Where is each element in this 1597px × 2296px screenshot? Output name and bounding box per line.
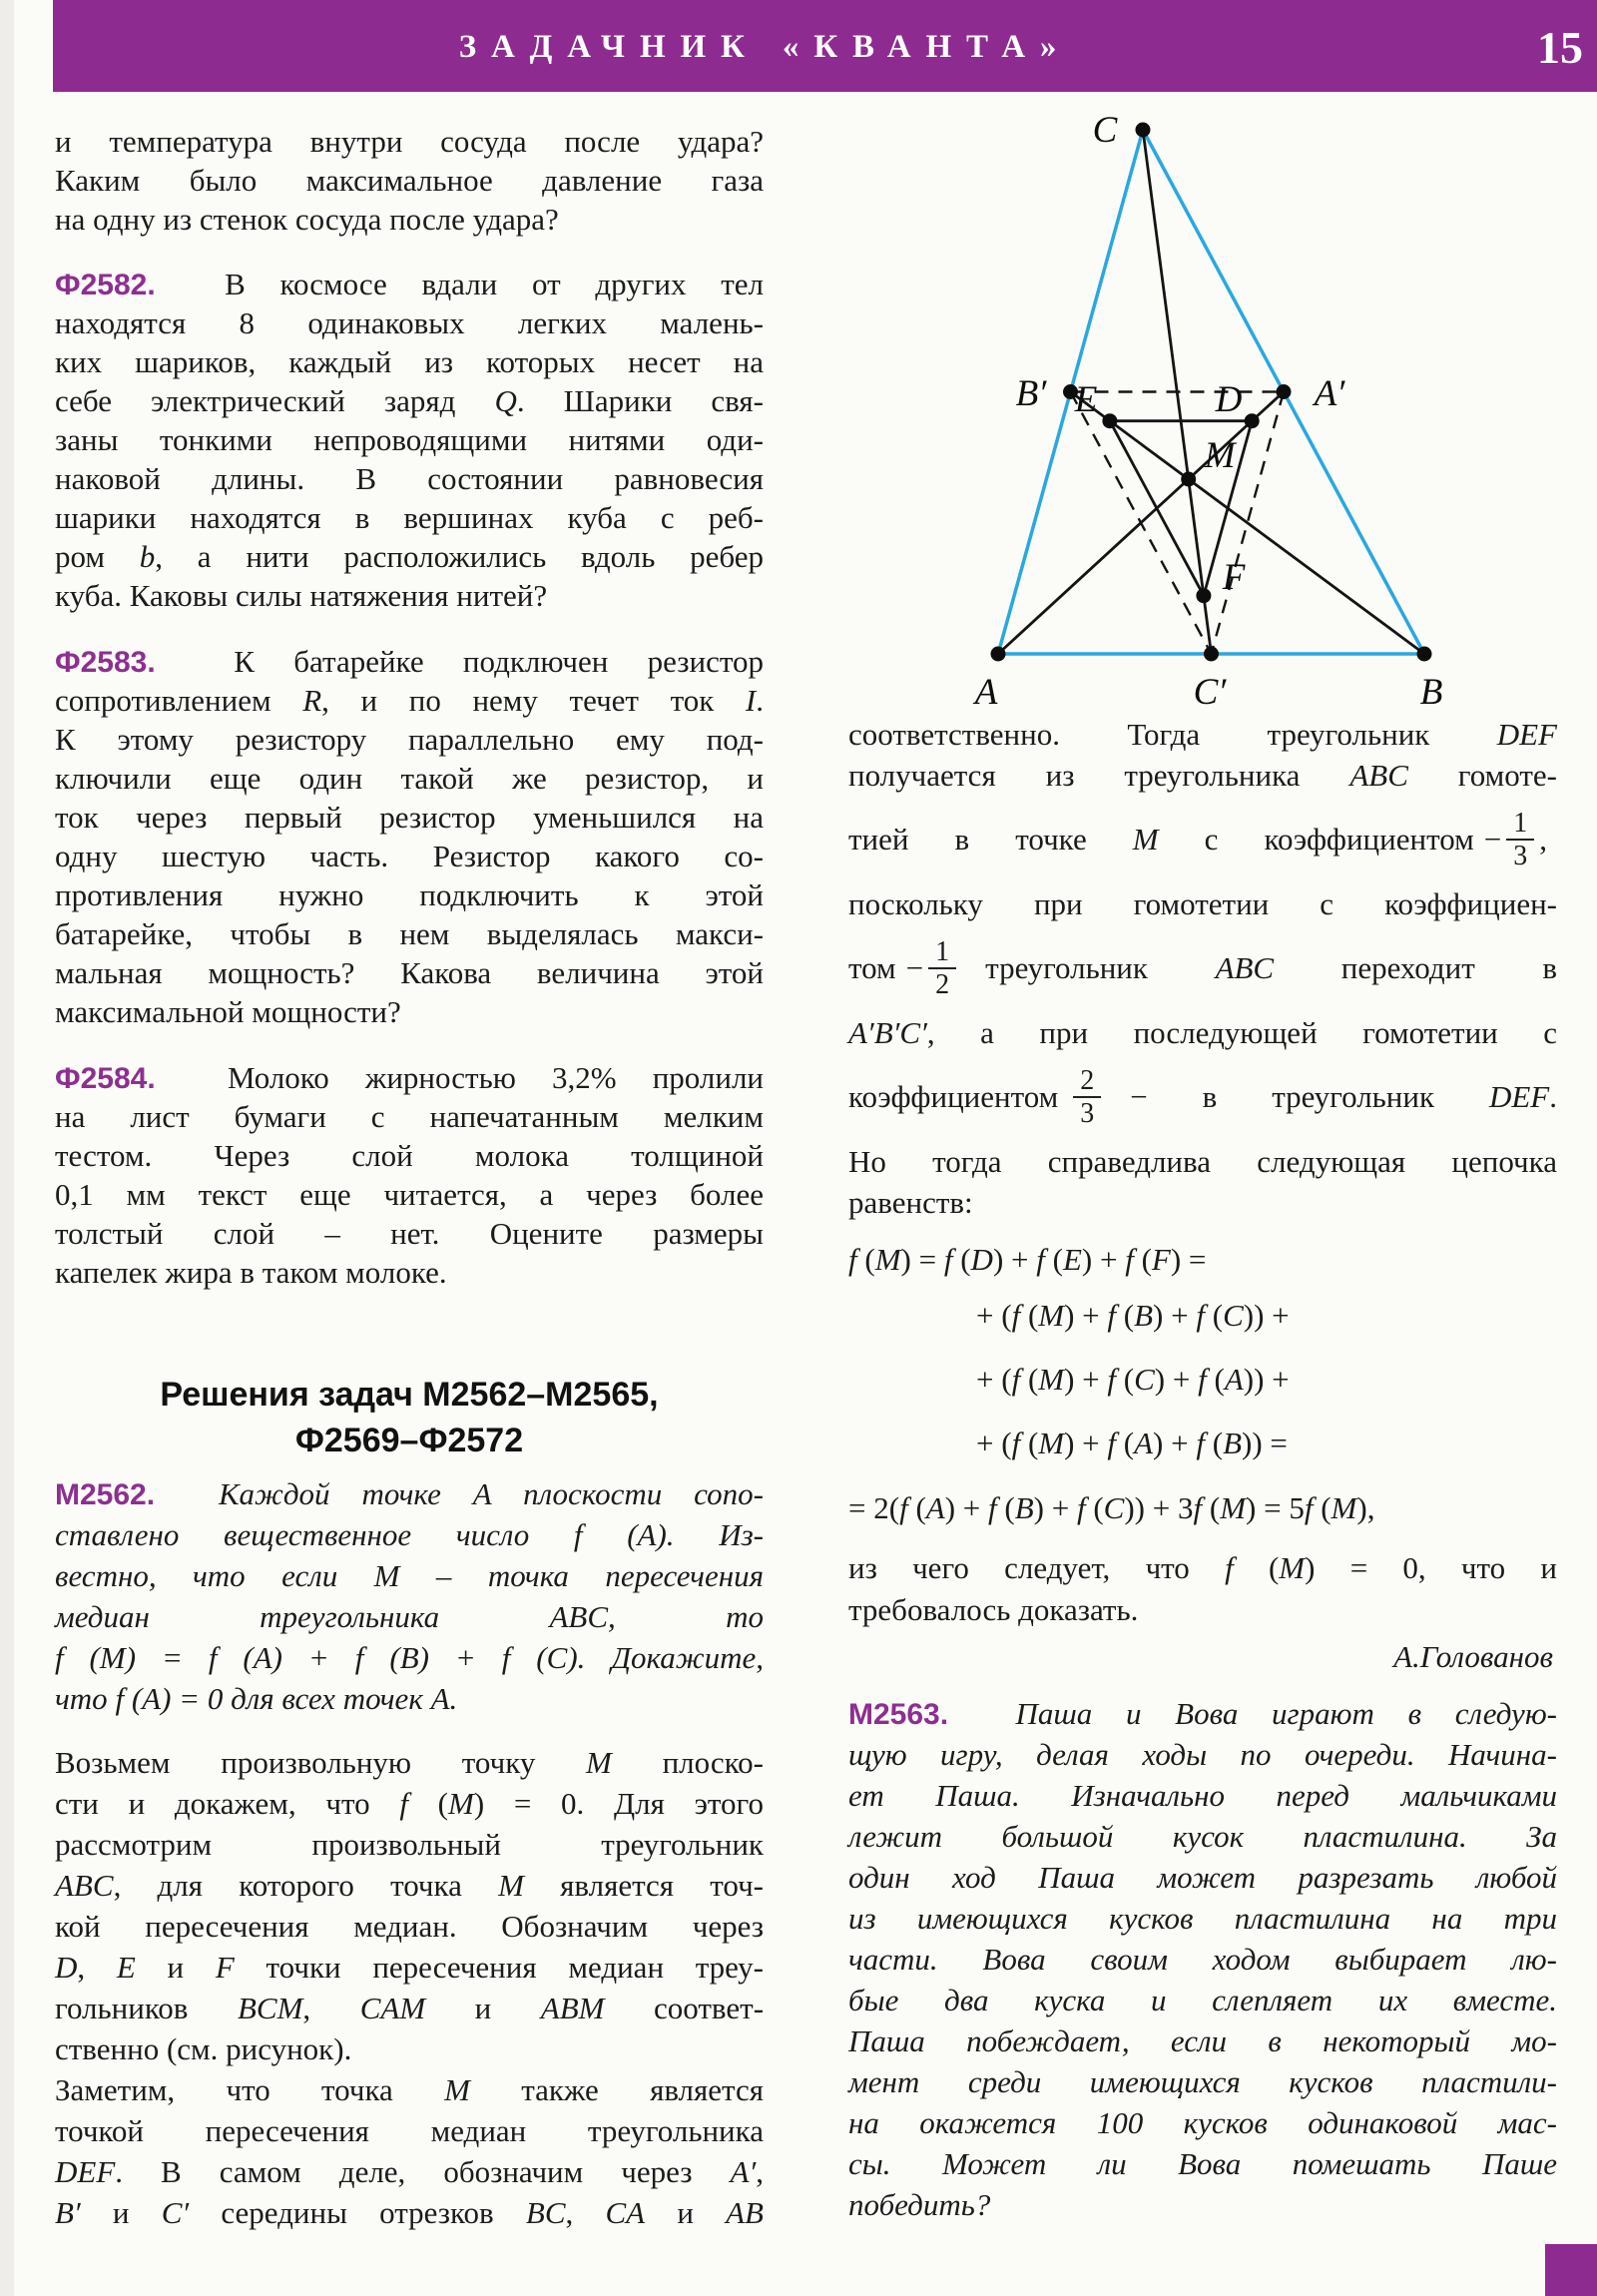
label-B-prime: B′: [1015, 373, 1047, 414]
numerator: 2: [1080, 1064, 1095, 1096]
text-line: Заметим, что точка M также является: [55, 2072, 764, 2107]
text-line: B′ и C′ середины отрезков BC, CA и AB: [55, 2195, 764, 2230]
right-column-text: [848, 714, 1557, 1223]
equation-block: [848, 1236, 1557, 2225]
text-segment: тией в точке M с коэффициентом: [848, 822, 1474, 857]
problem-number-label: Ф2582.: [55, 269, 156, 301]
text-line: из имеющихся кусков пластилина на три: [848, 1901, 1557, 1936]
text-line: батарейке, чтобы в нем выделялась макси-: [55, 916, 764, 951]
label-M: M: [1204, 435, 1236, 476]
text-line: и температура внутри сосуда после удара?: [55, 124, 764, 159]
triangle-abc-sides: [998, 130, 1424, 654]
text-segment: треугольник ABC переходит в: [985, 950, 1557, 985]
fraction-stack: [928, 936, 956, 1001]
text-segment: − в треугольник DEF.: [1130, 1079, 1557, 1114]
text-line: 0,1 мм текст еще читается, а через более: [55, 1177, 764, 1212]
text-line: наковой длины. В состоянии равновесия: [55, 461, 764, 496]
text-line: сы. Может ли Вова помешать Паше: [848, 2146, 1557, 2181]
label-D: D: [1215, 379, 1243, 420]
text-line: ключили еще один такой же резистор, и: [55, 761, 764, 796]
solutions-heading: [55, 1372, 764, 1463]
paragraph-intro: [55, 122, 764, 239]
label-A-prime: A′: [1314, 373, 1345, 414]
text-line: Ф2584. Молоко жирностью 3,2% пролили: [55, 1060, 764, 1095]
text-line: Ф2582. В космосе вдали от других тел: [55, 267, 764, 301]
text-line: заны тонкими непроводящими нитями оди-: [55, 422, 764, 457]
text-line: кой пересечения медиан. Обозначим через: [55, 1909, 764, 1944]
fraction-stack: [1073, 1065, 1101, 1130]
label-C: C: [1092, 110, 1118, 151]
text-line: ственно (см. рисунок).: [55, 2031, 352, 2066]
text-line: Возьмем произвольную точку M плоско-: [55, 1745, 764, 1780]
text-line: бые два куска и слепляет их вместе.: [848, 1983, 1557, 2017]
text-line: тестом. Через слой молока толщиной: [55, 1138, 764, 1173]
text-line: максимальной мощности?: [55, 994, 401, 1029]
fraction-minus-one-half: [906, 936, 961, 1001]
problem-number-label: М2562.: [55, 1478, 156, 1511]
text-line: ставлено вещественное число f (A). Из-: [55, 1517, 764, 1552]
text-line: один ход Паша может разрезать любой: [848, 1860, 1557, 1895]
solution-paragraph-2: [55, 2069, 764, 2233]
solution-paragraph-1: [55, 1742, 764, 2069]
fraction-two-thirds: [1068, 1065, 1106, 1130]
text-line: мент среди имеющихся кусков пластили-: [848, 2064, 1557, 2099]
problem-f2584: [55, 1058, 764, 1292]
text-line: f (M) = f (A) + f (B) + f (C). Докажите,: [55, 1640, 765, 1675]
problem-number-label: М2563.: [848, 1698, 949, 1731]
text-line: лежит большой кусок пластилина. За: [848, 1819, 1557, 1854]
page-number: 15: [1537, 22, 1583, 73]
text-line: находятся 8 одинаковых легких малень-: [55, 305, 764, 340]
text-line: вестно, что если M – точка пересечения: [55, 1558, 764, 1593]
equation-line-1: f (M) = f (D) + f (E) + f (F) =: [848, 1242, 1207, 1277]
conclusion-paragraph: [848, 1547, 1557, 1631]
text-segment: том: [848, 950, 896, 985]
text-line: на лист бумаги с напечатанным мелким: [55, 1099, 764, 1134]
text-line: D, E и F точки пересечения медиан треу-: [55, 1950, 764, 1985]
medial-triangle-dashed: [1071, 392, 1285, 655]
label-F: F: [1222, 557, 1246, 598]
solutions-heading-line1: Решения задач М2562–М2565,: [160, 1376, 659, 1414]
left-column: [55, 122, 764, 2233]
equation-line-3: + (f (M) + f (C) + f (A)) +: [976, 1362, 1290, 1397]
text-line: шарики находятся в вершинах куба с реб-: [55, 500, 764, 535]
text-line: медиан треугольника ABC, то: [55, 1599, 765, 1634]
text-line: на окажется 100 кусков одинаковой мас-: [848, 2105, 1557, 2140]
text-line: из чего следует, что f (M) = 0, что и: [848, 1550, 1558, 1585]
text-line: мальная мощность? Какова величина этой: [55, 955, 764, 990]
text-line: ром b, а нити расположились вдоль ребер: [55, 539, 764, 574]
triangle-medians-figure: [848, 90, 1557, 714]
label-A: A: [974, 672, 998, 713]
problem-m2562: [55, 1473, 764, 1719]
solutions-heading-line2: Ф2569–Ф2572: [294, 1422, 524, 1459]
text-line: М2563. Паша и Вова играют в следую-: [848, 1696, 1557, 1731]
text-line: соответственно. Тогда треугольник DEF: [848, 717, 1557, 752]
numerator: 1: [1513, 807, 1528, 839]
equation-line-2: + (f (M) + f (B) + f (C)) +: [976, 1298, 1290, 1333]
figure-points: [991, 123, 1432, 662]
text-line: DEF. В самом деле, обозначим через A′,: [55, 2154, 764, 2189]
text-line: М2562. Каждой точке A плоскости сопо-: [55, 1476, 764, 1511]
problem-f2583: [55, 642, 764, 1031]
header-title: ЗАДАЧНИК «КВАНТА»: [458, 29, 1072, 65]
header-banner: [53, 0, 1597, 92]
text-line: Каким было максимальное давление газа: [55, 163, 764, 198]
label-B: B: [1419, 672, 1443, 713]
text-line: Но тогда справедлива следующая цепочка: [848, 1144, 1557, 1179]
text-line: К этому резистору параллельно ему под-: [55, 722, 764, 757]
author-signature: А.Голованов: [1393, 1639, 1553, 1674]
fraction-line-2: [848, 924, 1557, 1012]
problem-number-label: Ф2584.: [55, 1062, 156, 1095]
fraction-line-1: [848, 796, 1557, 883]
denominator: 3: [1506, 839, 1534, 871]
problem-f2582: [55, 265, 764, 615]
label-C-prime: C′: [1193, 672, 1227, 713]
numerator: 1: [935, 935, 950, 967]
text-line: части. Вова своим ходом выбирает лю-: [848, 1942, 1557, 1977]
text-line: победить?: [848, 2187, 991, 2222]
text-line: равенств:: [848, 1185, 973, 1220]
denominator: 2: [928, 967, 956, 1000]
text-line: сопротивлением R, и по нему течет ток I.: [55, 683, 764, 718]
text-line: себе электрический заряд Q. Шарики свя-: [55, 383, 764, 418]
fraction-stack: [1506, 808, 1534, 872]
text-line: Ф2583. К батарейке подключен резистор: [55, 644, 764, 679]
text-line: гольников BCM, CAM и ABM соответ-: [55, 1991, 765, 2025]
equation-line-4: + (f (M) + f (A) + f (B)) =: [976, 1426, 1288, 1460]
text-line: что f (A) = 0 для всех точек A.: [55, 1681, 458, 1716]
text-line: поскольку при гомотетии с коэффициен-: [848, 886, 1557, 921]
text-line: противления нужно подключить к этой: [55, 877, 764, 912]
text-line: ких шариков, каждый из которых несет на: [55, 344, 764, 379]
medians: [998, 130, 1424, 654]
text-line: толстый слой – нет. Оцените размеры: [55, 1216, 764, 1251]
text-segment: коэффициентом: [848, 1079, 1059, 1114]
text-line: на одну из стенок сосуда после удара?: [55, 202, 559, 237]
text-line: Паша побеждает, если в некоторый мо-: [848, 2023, 1557, 2058]
scan-edge: [0, 0, 14, 2296]
text-line: ABC, для которого точка M является точ-: [55, 1868, 764, 1903]
text-line: требовалось доказать.: [848, 1592, 1139, 1627]
minus-sign: −: [905, 950, 924, 985]
text-line: ток через первый резистор уменьшился на: [55, 800, 764, 835]
text-line: сти и докажем, что f (M) = 0. Для этого: [55, 1786, 764, 1821]
label-E: E: [1074, 379, 1098, 420]
fraction-line-3: [848, 1053, 1557, 1141]
text-line: получается из треугольника ABC гомоте-: [848, 758, 1557, 793]
problem-number-label: Ф2583.: [55, 646, 156, 679]
problem-m2563: [848, 1693, 1557, 2225]
text-line: одну шестую часть. Резистор какого со-: [55, 839, 764, 873]
text-line: A′B′C′, а при последующей гомотетии с: [848, 1015, 1557, 1050]
text-line: щую игру, делая ходы по очереди. Начина-: [848, 1737, 1557, 1772]
fraction-minus-one-third: [1484, 808, 1547, 872]
equation-line-5: = 2(f (A) + f (B) + f (C)) + 3f (M) = 5f (M),: [848, 1490, 1375, 1525]
punctuation: ,: [1539, 822, 1547, 857]
corner-decoration: [1545, 2244, 1597, 2296]
text-line: рассмотрим произвольный треугольник: [55, 1827, 764, 1862]
denominator: 3: [1073, 1096, 1101, 1129]
text-line: точкой пересечения медиан треугольника: [55, 2113, 764, 2148]
text-line: капелек жира в таком молоке.: [55, 1255, 447, 1290]
text-line: ет Паша. Изначально перед мальчиками: [848, 1778, 1557, 1813]
text-line: куба. Каковы силы натяжения нитей?: [55, 578, 548, 613]
minus-sign: −: [1483, 822, 1502, 857]
